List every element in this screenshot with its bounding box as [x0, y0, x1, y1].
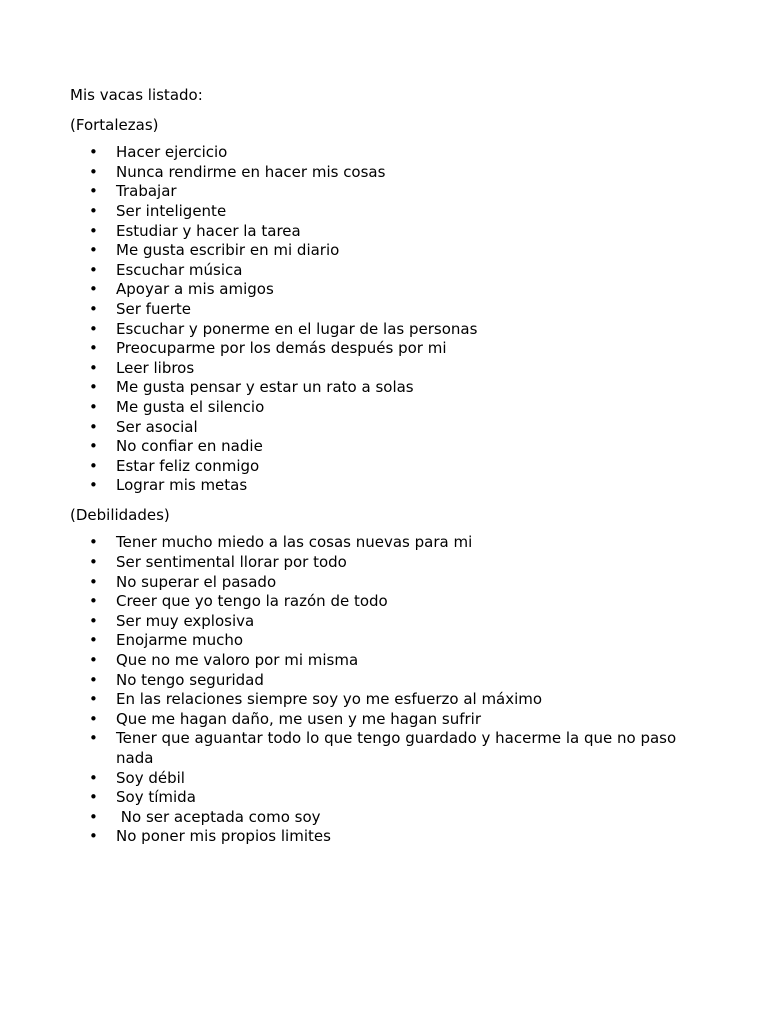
bullet-icon: • — [89, 670, 98, 689]
weakness-list-item-text: Que me hagan daño, me usen y me hagan sufrir — [116, 709, 482, 728]
strength-list-item-text: Nunca rendirme en hacer mis cosas — [116, 162, 386, 181]
strength-list-item — [70, 320, 710, 340]
bullet-icon: • — [89, 651, 98, 670]
strength-list-item — [70, 457, 710, 477]
strength-list-item — [70, 182, 710, 202]
strength-list-item — [70, 202, 710, 222]
weakness-list-item-text: Que no me valoro por mi misma — [116, 651, 359, 670]
document-page — [70, 86, 710, 857]
weakness-list-item — [70, 631, 710, 651]
weakness-list-item — [70, 769, 710, 789]
strength-list-item — [70, 339, 710, 359]
bullet-icon: • — [89, 827, 98, 846]
strength-list-item — [70, 241, 710, 261]
strength-list-item — [70, 476, 710, 496]
weakness-list-item — [70, 553, 710, 573]
strength-list-item-text: Me gusta escribir en mi diario — [116, 241, 340, 260]
strength-list-item — [70, 378, 710, 398]
strength-list-item — [70, 261, 710, 281]
weakness-list-item-text: En las relaciones siempre soy yo me esfuerzo al máximo — [116, 690, 543, 709]
bullet-icon: • — [89, 572, 98, 591]
strength-list-item-text: Hacer ejercicio — [116, 143, 228, 162]
strength-list-item — [70, 280, 710, 300]
bullet-icon: • — [89, 221, 98, 240]
bullet-icon: • — [89, 319, 98, 338]
weaknesses-list — [70, 533, 710, 847]
weakness-list-item — [70, 827, 710, 847]
weakness-list-item — [70, 729, 710, 768]
weakness-list-item-text: Tener mucho miedo a las cosas nuevas para mi — [116, 533, 473, 552]
bullet-icon: • — [89, 437, 98, 456]
bullet-icon: • — [89, 417, 98, 436]
strength-list-item — [70, 437, 710, 457]
strength-list-item-text: Apoyar a mis amigos — [116, 280, 274, 299]
strengths-list — [70, 143, 710, 496]
strength-list-item-text: Ser fuerte — [116, 299, 191, 318]
bullet-icon: • — [89, 299, 98, 318]
weakness-list-item-text: No poner mis propios limites — [116, 827, 331, 846]
bullet-icon: • — [89, 339, 98, 358]
weakness-list-item-text: No superar el pasado — [116, 572, 277, 591]
bullet-icon: • — [89, 690, 98, 709]
weakness-list-item-text: No tengo seguridad — [116, 670, 264, 689]
bullet-icon: • — [89, 553, 98, 572]
bullet-icon: • — [89, 729, 98, 748]
strength-list-item — [70, 222, 710, 242]
weakness-list-item — [70, 651, 710, 671]
strength-list-item-text: Me gusta el silencio — [116, 397, 265, 416]
strength-list-item-text: Trabajar — [116, 182, 177, 201]
strength-list-item-text: No confiar en nadie — [116, 437, 263, 456]
bullet-icon: • — [89, 241, 98, 260]
strength-list-item-text: Ser asocial — [116, 417, 198, 436]
bullet-icon: • — [89, 709, 98, 728]
document-title: Mis vacas listado: — [70, 86, 203, 104]
strength-list-item-text: Lograr mis metas — [116, 476, 248, 495]
bullet-icon: • — [89, 592, 98, 611]
strength-list-item — [70, 418, 710, 438]
weakness-list-item — [70, 533, 710, 553]
strength-list-item — [70, 300, 710, 320]
strength-list-item-text: Estudiar y hacer la tarea — [116, 221, 301, 240]
bullet-icon: • — [89, 788, 98, 807]
weakness-list-item — [70, 710, 710, 730]
strength-list-item — [70, 163, 710, 183]
bullet-icon: • — [89, 533, 98, 552]
weakness-list-item — [70, 671, 710, 691]
weakness-list-item-text: No ser aceptada como soy — [116, 807, 321, 826]
weakness-list-item-text: Ser sentimental llorar por todo — [116, 553, 347, 572]
bullet-icon: • — [89, 182, 98, 201]
strength-list-item-text: Preocuparme por los demás después por mi — [116, 339, 447, 358]
bullet-icon: • — [89, 280, 98, 299]
weakness-list-item-text: Soy tímida — [116, 788, 196, 807]
weakness-list-item — [70, 690, 710, 710]
bullet-icon: • — [89, 201, 98, 220]
bullet-icon: • — [89, 476, 98, 495]
weakness-list-item — [70, 612, 710, 632]
bullet-icon: • — [89, 631, 98, 650]
bullet-icon: • — [89, 162, 98, 181]
weakness-list-item — [70, 573, 710, 593]
weakness-list-item-text: Creer que yo tengo la razón de todo — [116, 592, 388, 611]
strengths-heading: (Fortalezas) — [70, 115, 159, 134]
strength-list-item-text: Escuchar y ponerme en el lugar de las personas — [116, 319, 478, 338]
strength-list-item — [70, 359, 710, 379]
bullet-icon: • — [89, 260, 98, 279]
weaknesses-heading: (Debilidades) — [70, 505, 170, 524]
bullet-icon: • — [89, 456, 98, 475]
weakness-list-item-text: Ser muy explosiva — [116, 611, 255, 630]
weakness-list-item — [70, 788, 710, 808]
bullet-icon: • — [89, 143, 98, 162]
weakness-list-item-text: Enojarme mucho — [116, 631, 244, 650]
weakness-list-item — [70, 592, 710, 612]
strength-list-item — [70, 398, 710, 418]
strength-list-item-text: Leer libros — [116, 358, 195, 377]
bullet-icon: • — [89, 611, 98, 630]
weakness-list-item-text: Soy débil — [116, 768, 185, 787]
bullet-icon: • — [89, 397, 98, 416]
strength-list-item — [70, 143, 710, 163]
strength-list-item-text: Me gusta pensar y estar un rato a solas — [116, 378, 414, 397]
bullet-icon: • — [89, 768, 98, 787]
strength-list-item-text: Escuchar música — [116, 260, 243, 279]
weakness-list-item — [70, 808, 710, 828]
strength-list-item-text: Estar feliz conmigo — [116, 456, 260, 475]
strength-list-item-text: Ser inteligente — [116, 201, 227, 220]
bullet-icon: • — [89, 378, 98, 397]
bullet-icon: • — [89, 807, 98, 826]
weakness-list-item-text: Tener que aguantar todo lo que tengo guardado y hacerme la que no paso nada — [116, 729, 681, 767]
bullet-icon: • — [89, 358, 98, 377]
